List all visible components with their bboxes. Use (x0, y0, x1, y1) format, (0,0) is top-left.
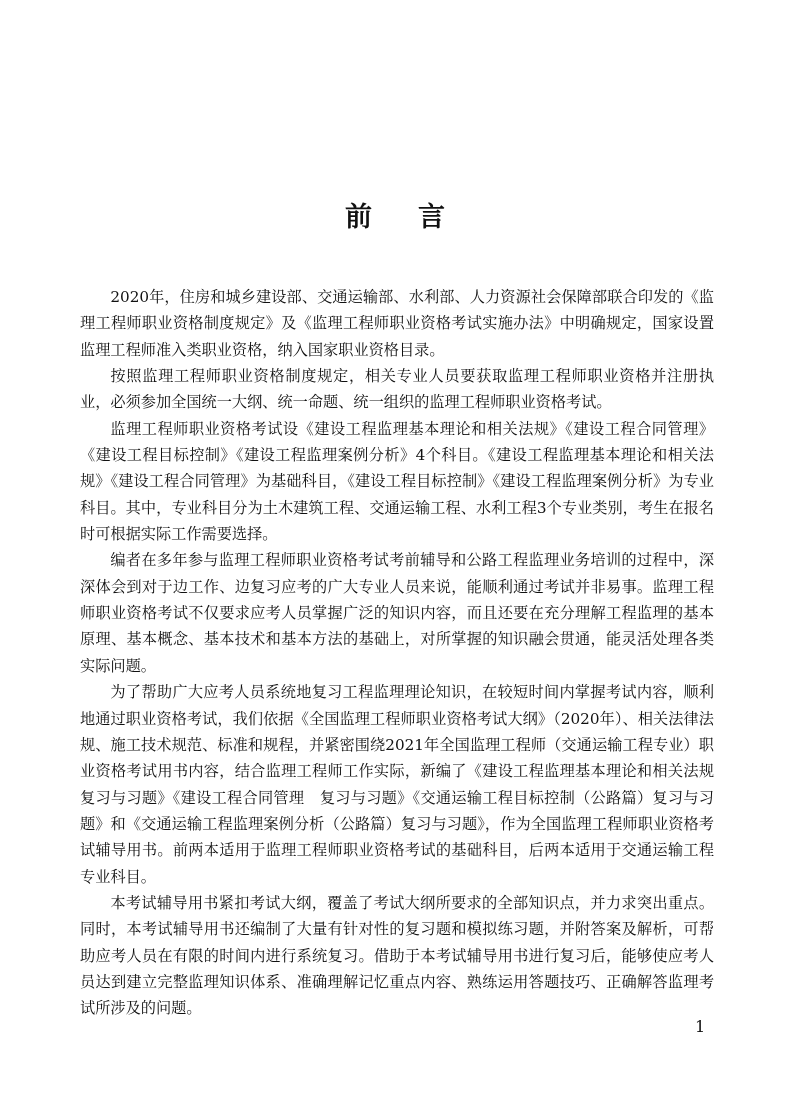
paragraph-3: 监理工程师职业资格考试设《建设工程监理基本理论和相关法规》《建设工程合同管理》《建设工程目标控制》《建设工程监理案例分析》4个科目。《建设工程监理基本理论和相关法规》《建设工程合同管理》为基础科目，《建设工程目标控制》《建设工程监理案例分析》为专业科目。其中，专业科目分为土木建筑工程、交通运输工程、水利工程3个专业类别，考生在报名时可根据实际工作需要选择。 (80, 419, 714, 544)
paragraph-4: 编者在多年参与监理工程师职业资格考试考前辅导和公路工程监理业务培训的过程中，深深体会到对于边工作、边复习应考的广大专业人员来说，能顺利通过考试并非易事。监理工程师职业资格考试不仅要求应考人员掌握广泛的知识内容，而且还要在充分理解工程监理的基本原理、基本概念、基本技术和基本方法的基础上，对所掌握的知识融会贯通，能灵活处理各类实际问题。 (80, 551, 714, 675)
paragraph-5: 为了帮助广大应考人员系统地复习工程监理理论知识，在较短时间内掌握考试内容，顺利地通过职业资格考试，我们依据《全国监理工程师职业资格考试大纲》（2020年）、相关法律法规、施工技术规范、标准和规程，并紧密围绕2021年全国监理工程师（交通运输工程专业）职业资格考试用书内容，结合监理工程师工作实际，新编了《建设工程监理基本理论和相关法规复习与习题》《建设工程合同管理 复习与习题》《交通运输工程目标控制（公路篇）复习与习题》和《交通运输工程监理案例分析（公路篇）复习与习题》，作为全国监理工程师职业资格考试辅导用书。前两本适用于监理工程师职业资格考试的基础科目，后两本适用于交通运输工程专业科目。 (80, 683, 714, 886)
paragraph-2: 按照监理工程师职业资格制度规定，相关专业人员要获取监理工程师职业资格并注册执业，必须参加全国统一大纲、统一命题、统一组织的监理工程师职业资格考试。 (80, 367, 714, 412)
page-number: 1 (695, 1017, 706, 1036)
body-text (80, 284, 714, 1022)
paragraph-6: 本考试辅导用书紧扣考试大纲，覆盖了考试大纲所要求的全部知识点，并力求突出重点。同时，本考试辅导用书还编制了大量有针对性的复习题和模拟练习题，并附答案及解析，可帮助应考人员在有限的时间内进行系统复习。借助于本考试辅导用书进行复习后，能够使应考人员达到建立完整监理知识体系、准确理解记忆重点内容、熟练运用答题技巧、正确解答监理考试所涉及的问题。 (80, 893, 714, 1018)
page-title: 前言 (345, 202, 491, 233)
paragraph-1: 2020年，住房和城乡建设部、交通运输部、水利部、人力资源社会保障部联合印发的《监理工程师职业资格制度规定》及《监理工程师职业资格考试实施办法》中明确规定，国家设置监理工程师准入类职业资格，纳入国家职业资格目录。 (80, 288, 714, 359)
